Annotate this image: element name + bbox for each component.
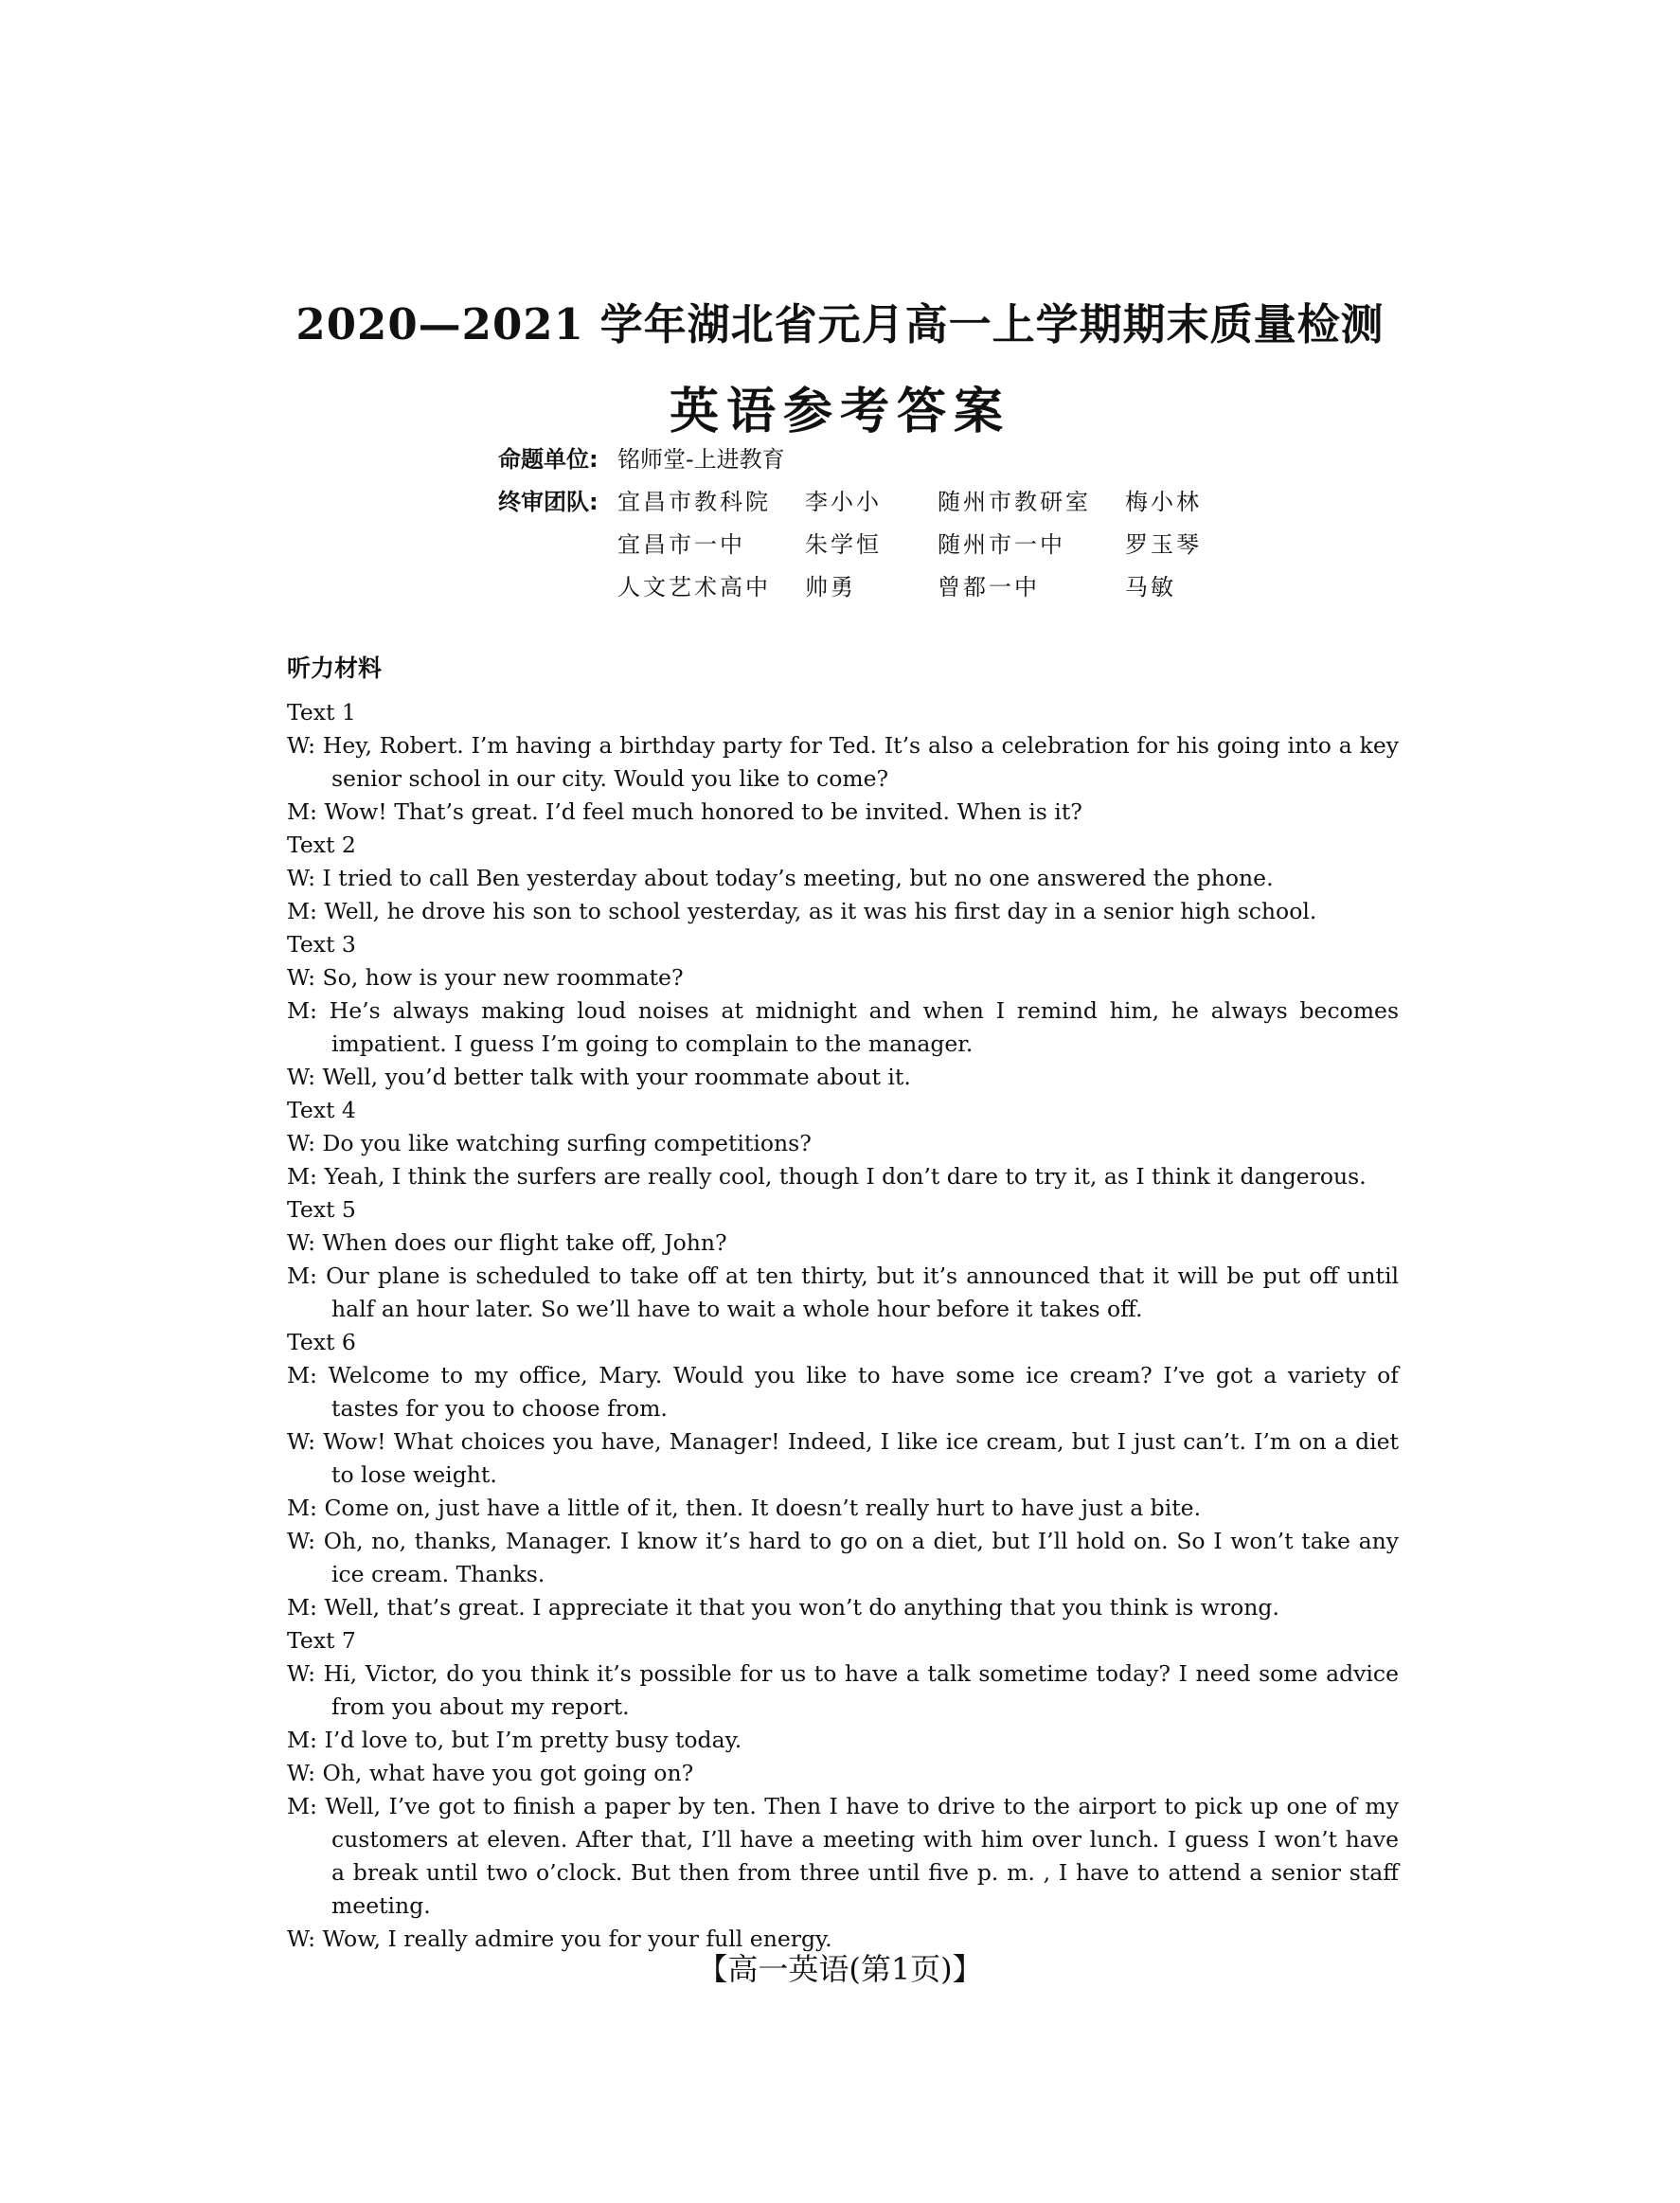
unit-label: 命题单位: bbox=[498, 446, 599, 473]
credit-team-row bbox=[498, 480, 1220, 523]
speaker-label: W: bbox=[287, 1229, 323, 1256]
speaker-label: W: bbox=[287, 1925, 323, 1952]
team-org: 人文艺术高中 bbox=[617, 574, 771, 600]
dialogue-text: Oh, what have you got going on? bbox=[322, 1760, 694, 1786]
dialogue-text: Yeah, I think the surfers are really cool, though I don’t dare to try it, as I think it dangerous. bbox=[324, 1163, 1367, 1190]
dialogue-text: When does our flight take off, John? bbox=[322, 1229, 727, 1256]
dialogue-text: Well, I’ve got to finish a paper by ten. Then I have to drive to the airport to pick up one of my customers at eleven. After that, I’ll have a meeting with him over lunch. I guess I won’t have a break until two o’clock. But then from three until five p. m. , I have to attend a senior staff meeting. bbox=[325, 1793, 1399, 1919]
speaker-label: W: bbox=[287, 1760, 323, 1786]
dialogue-line bbox=[287, 1260, 1399, 1326]
dialogue-text: Our plane is scheduled to take off at ten thirty, but it’s announced that it will be put off until half an hour later. So we’ll have to wait a whole hour before it takes off. bbox=[326, 1263, 1399, 1322]
dialogue-line bbox=[287, 1724, 1399, 1757]
dialogue-text: Oh, no, thanks, Manager. I know it’s hard to go on a diet, but I’ll hold on. So I won’t take any ice cream. Thanks. bbox=[323, 1528, 1400, 1587]
text-label: Text 7 bbox=[287, 1627, 356, 1654]
speaker-label: W: bbox=[287, 865, 323, 891]
dialogue-text: I tried to call Ben yesterday about today’s meeting, but no one answered the phone. bbox=[322, 865, 1274, 891]
team-label: 终审团队: bbox=[498, 489, 599, 515]
dialogue-text: Hi, Victor, do you think it’s possible for us to have a talk sometime today? I need some advice from you about my report. bbox=[323, 1660, 1400, 1720]
dialogue-text: He’s always making loud noises at midnight and when I remind him, he always becomes impatient. I guess I’m going to complain to the manager. bbox=[329, 997, 1400, 1057]
credits-block bbox=[498, 438, 1220, 608]
speaker-label: M: bbox=[287, 1163, 325, 1190]
dialogue-text: I’d love to, but I’m pretty busy today. bbox=[324, 1727, 742, 1753]
dialogue-line bbox=[287, 961, 1399, 994]
text-label: Text 3 bbox=[287, 931, 356, 958]
dialogue-text: Hey, Robert. I’m having a birthday party for Ted. It’s also a celebration for his going into a key senior school in our city. Would you like to come? bbox=[322, 732, 1400, 792]
speaker-label: W: bbox=[287, 964, 323, 991]
team-org: 曾都一中 bbox=[938, 574, 1040, 600]
speaker-label: M: bbox=[287, 1495, 325, 1521]
page-footer: 【高一英语(第1页)】 bbox=[697, 1951, 983, 1987]
dialogue-line bbox=[287, 895, 1399, 928]
speaker-label: M: bbox=[287, 1362, 329, 1388]
dialogue-text: So, how is your new roommate? bbox=[322, 964, 684, 991]
dialogue-line bbox=[287, 994, 1399, 1061]
speaker-label: M: bbox=[287, 1793, 326, 1819]
dialogue-line bbox=[287, 1061, 1399, 1094]
text-label: Text 2 bbox=[287, 832, 356, 858]
team-org: 宜昌市教科院 bbox=[617, 489, 771, 515]
speaker-label: M: bbox=[287, 1594, 325, 1621]
speaker-label: W: bbox=[287, 1428, 324, 1455]
dialogue-line bbox=[287, 1160, 1399, 1193]
speaker-label: M: bbox=[287, 898, 325, 924]
team-person: 罗玉琴 bbox=[1125, 531, 1202, 558]
dialogue-line bbox=[287, 796, 1399, 829]
team-org: 宜昌市一中 bbox=[617, 531, 745, 558]
dialogue-line bbox=[287, 1492, 1399, 1525]
dialogue-line bbox=[287, 1591, 1399, 1624]
dialogue-line bbox=[287, 1757, 1399, 1790]
dialogue-line bbox=[287, 1790, 1399, 1923]
dialogue-line bbox=[287, 1657, 1399, 1724]
dialogue-line bbox=[287, 1127, 1399, 1160]
speaker-label: M: bbox=[287, 1263, 327, 1289]
text-label: Text 5 bbox=[287, 1196, 356, 1223]
dialogue-text: Do you like watching surfing competitions? bbox=[322, 1130, 812, 1156]
text-label: Text 6 bbox=[287, 1329, 356, 1355]
team-person: 梅小林 bbox=[1125, 489, 1202, 515]
dialogue-line bbox=[287, 1425, 1399, 1492]
team-person: 李小小 bbox=[805, 489, 882, 515]
credit-unit-row bbox=[498, 438, 1220, 480]
dialogue-line bbox=[287, 1359, 1399, 1425]
section-heading: 听力材料 bbox=[287, 654, 383, 682]
credit-team-row bbox=[498, 523, 1220, 565]
dialogue-text: Welcome to my office, Mary. Would you like to have some ice cream? I’ve got a variety of tastes for you to choose from. bbox=[328, 1362, 1399, 1422]
dialogue-line bbox=[287, 729, 1399, 796]
unit-value: 铭师堂-上进教育 bbox=[617, 446, 785, 473]
dialogue-line bbox=[287, 1227, 1399, 1260]
document-title: 2020—2021 学年湖北省元月高一上学期期末质量检测 bbox=[295, 299, 1385, 349]
speaker-label: M: bbox=[287, 798, 325, 825]
speaker-label: M: bbox=[287, 1727, 325, 1753]
dialogue-text: Well, you’d better talk with your roommate about it. bbox=[322, 1064, 911, 1090]
speaker-label: W: bbox=[287, 732, 323, 759]
dialogue-line bbox=[287, 862, 1399, 895]
dialogue-text: Well, he drove his son to school yesterday, as it was his first day in a senior high school. bbox=[324, 898, 1317, 924]
team-person: 朱学恒 bbox=[805, 531, 882, 558]
text-label: Text 1 bbox=[287, 699, 356, 725]
credit-team-row bbox=[498, 565, 1220, 608]
dialogue-text: Wow! That’s great. I’d feel much honored to be invited. When is it? bbox=[324, 798, 1082, 825]
listening-transcript bbox=[287, 696, 1399, 1956]
dialogue-text: Well, that’s great. I appreciate it that you won’t do anything that you think is wrong. bbox=[324, 1594, 1279, 1621]
speaker-label: W: bbox=[287, 1528, 324, 1554]
dialogue-text: Wow! What choices you have, Manager! Indeed, I like ice cream, but I just can’t. I’m on a diet to lose weight. bbox=[323, 1428, 1399, 1488]
text-label: Text 4 bbox=[287, 1097, 356, 1123]
dialogue-text: Wow, I really admire you for your full energy. bbox=[322, 1925, 832, 1952]
speaker-label: W: bbox=[287, 1064, 323, 1090]
dialogue-line bbox=[287, 1525, 1399, 1591]
team-person: 帅勇 bbox=[805, 574, 856, 600]
speaker-label: W: bbox=[287, 1660, 324, 1687]
team-org: 随州市一中 bbox=[938, 531, 1065, 558]
team-org: 随州市教研室 bbox=[938, 489, 1091, 515]
team-person: 马敏 bbox=[1125, 574, 1176, 600]
dialogue-text: Come on, just have a little of it, then. It doesn’t really hurt to have just a bite. bbox=[324, 1495, 1202, 1521]
document-subtitle: 英语参考答案 bbox=[669, 383, 1010, 440]
speaker-label: M: bbox=[287, 997, 330, 1024]
speaker-label: W: bbox=[287, 1130, 323, 1156]
